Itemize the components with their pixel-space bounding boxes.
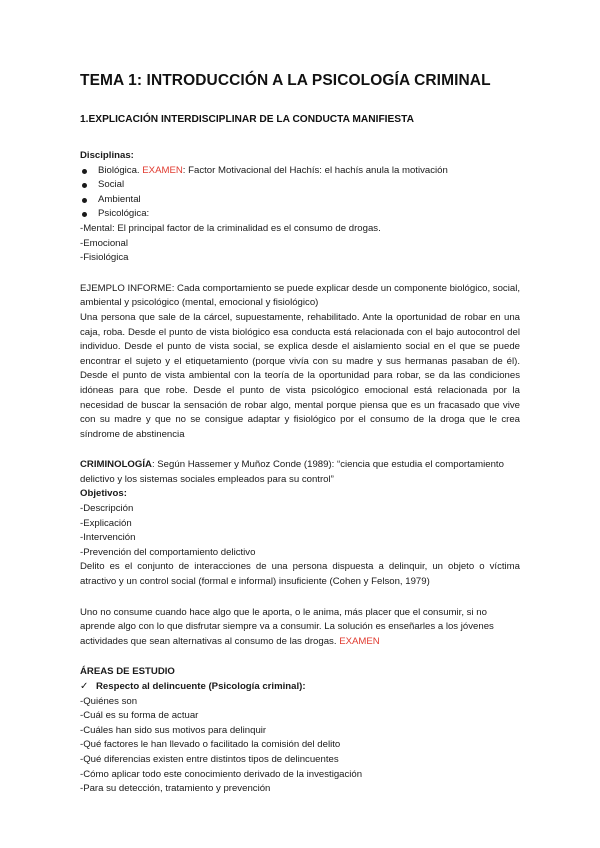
objetivos-label: Objetivos:: [80, 488, 127, 500]
criminologia-label: CRIMINOLOGÍA: [80, 459, 152, 471]
areas-list: [80, 695, 520, 797]
document-body: [80, 71, 520, 797]
ejemplo-body: Una persona que sale de la cárcel, supuestamente, rehabilitado. Ante la oportunidad de robar en una caja, roba. Desde el punto de vista biológico esa conducta está relacionada con el bajo autocontrol del individuo. Desde el punto de vista social, se explica desde el aislamiento social en el que se puede encontrar el sujeto y el etiquetamiento (porque vivía con su madre y sus hermanas pasaban de él). Desde el punto de vista ambiental con la teoría de la oportunidad para robar, se da las condiciones idóneas para que robe. Desde el punto de vista psicológico emocional está relacionada por la necesidad de buscar la sensación de robar algo, mental porque piensa que es un fracasado que vive con su madre y que no se consigue adaptar y fisiológico por el consumo de la droga que le crea síndrome de abstinencia: [80, 311, 520, 440]
delito-paragraph: Delito es el conjunto de interacciones de una persona dispuesta a delinquir, un objeto o víctima atractivo y un control social (formal e informal) insuficiente (Cohen y Felson, 1979): [80, 561, 520, 588]
list-item: -Cuáles han sido sus motivos para delinquir: [80, 724, 267, 736]
biologica-text: Biológica.: [98, 164, 143, 176]
examen-tag: EXAMEN: [142, 164, 183, 176]
disciplinas-label: Disciplinas:: [80, 150, 134, 161]
list-item: Social: [80, 178, 520, 193]
list-item: Ambiental: [80, 193, 520, 208]
mental-line: -Mental: El principal factor de la criminalidad es el consumo de drogas.: [80, 222, 381, 234]
areas-heading: ÁREAS DE ESTUDIO: [80, 666, 175, 678]
biologica-rest: : Factor Motivacional del Hachís: el hachís anula la motivación: [182, 164, 448, 176]
fisiologica-line: -Fisiológica: [80, 252, 129, 264]
examen-tag: EXAMEN: [339, 635, 380, 647]
list-item: -Intervención: [80, 532, 136, 544]
list-item: -Qué diferencias existen entre distintos tipos de delincuentes: [80, 753, 339, 765]
page-title: TEMA 1: INTRODUCCIÓN A LA PSICOLOGÍA CRIMINAL: [80, 72, 491, 89]
disciplinas-list: [80, 164, 520, 222]
list-item: -Explicación: [80, 517, 132, 529]
consumo-paragraph: [80, 606, 520, 650]
respecto-row: [80, 680, 520, 695]
respecto-label: Respecto al delincuente (Psicología criminal):: [96, 681, 306, 692]
consumo-text: Uno no consume cuando hace algo que le aporta, o le anima, más placer que el consumir, si no aprende algo con lo que disfrutar siempre va a consumir. La solución es enseñarles a los jóvenes actividades que sean alternativas al consumo de las drogas.: [80, 606, 494, 647]
list-item: -Descripción: [80, 503, 134, 515]
list-item: -Cuál es su forma de actuar: [80, 710, 199, 722]
list-item: Psicológica:: [80, 207, 520, 222]
ejemplo-informe: EJEMPLO INFORME: Cada comportamiento se puede explicar desde un componente biológico, social, ambiental y psicológico (mental, emocional y fisiológico): [80, 282, 520, 309]
criminologia-text: : Según Hassemer y Muñoz Conde (1989): “ciencia que estudia el comportamiento delictivo y los sistemas sociales empleados para su control”: [80, 459, 504, 485]
checkmark-icon: ✓: [80, 681, 89, 692]
emocional-line: -Emocional: [80, 237, 128, 249]
list-item: -Quiénes son: [80, 695, 138, 707]
criminologia-definition: [80, 458, 520, 487]
list-item: [80, 164, 520, 179]
list-item: -Para su detección, tratamiento y prevención: [80, 783, 271, 795]
list-item: -Cómo aplicar todo este conocimiento derivado de la investigación: [80, 768, 363, 780]
list-item: -Prevención del comportamiento delictivo: [80, 546, 256, 558]
list-item: -Qué factores le han llevado o facilitado la comisión del delito: [80, 739, 341, 751]
section-heading: 1.EXPLICACIÓN INTERDISCIPLINAR DE LA CONDUCTA MANIFIESTA: [80, 114, 414, 125]
